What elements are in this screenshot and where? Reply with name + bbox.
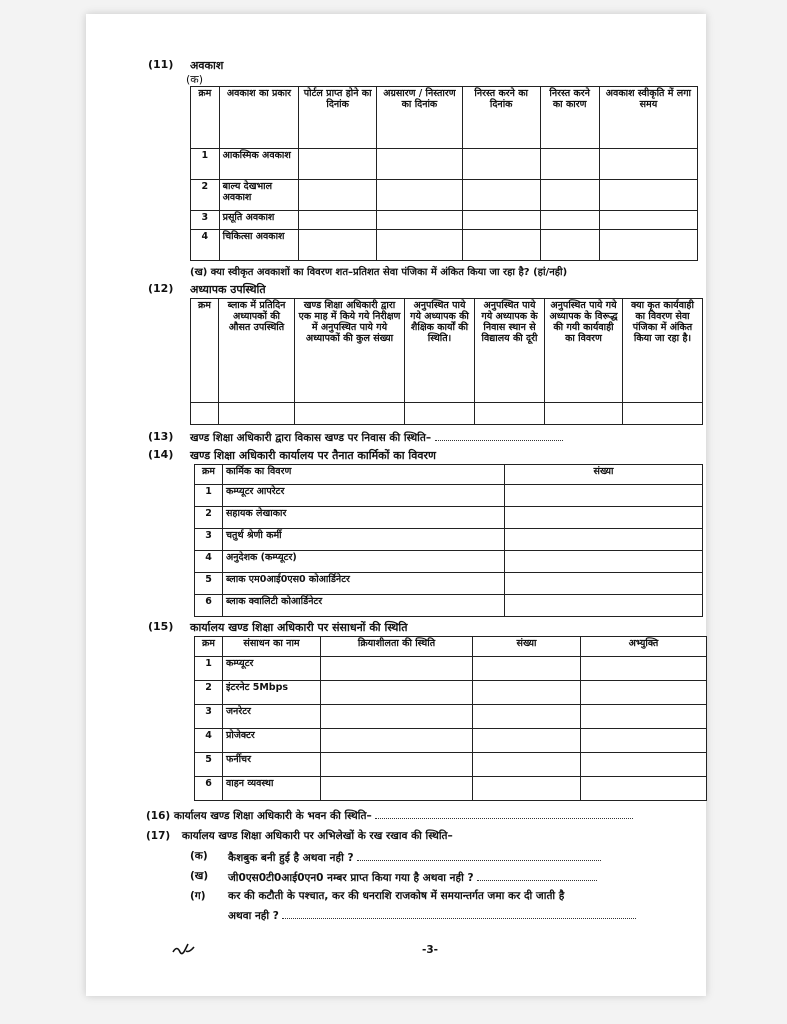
empty-cell[interactable] [191,403,219,425]
row-number: 6 [195,777,223,801]
resources-col-header: संसाधन का नाम [223,637,321,657]
leave-col-header: क्रम [191,87,220,149]
attendance-col-header: अनुपस्थित पाये गये अध्यापक की शैक्षिक कार्यों की स्थिति। [405,299,475,403]
item-ga-text-2: अथवा नही ? [228,910,279,922]
empty-cell[interactable] [299,149,377,180]
section-11-title: अवकाश [190,59,224,72]
empty-cell[interactable] [540,230,599,261]
staff-name: ब्लाक क्वालिटी कोआर्डिनेटर [223,595,505,617]
teacher-attendance-table [190,298,703,425]
empty-cell[interactable] [581,657,707,681]
row-number: 4 [195,551,223,573]
empty-cell[interactable] [505,507,703,529]
table-row [195,753,707,777]
empty-cell[interactable] [377,230,463,261]
empty-cell[interactable] [462,230,540,261]
empty-cell[interactable] [581,753,707,777]
item-ga-cont [228,908,636,923]
leave-col-header: पोर्टल प्राप्त होने का दिनांक [299,87,377,149]
table-row [191,403,703,425]
item-ga-mark: (ग) [190,890,206,902]
empty-cell[interactable] [473,753,581,777]
resources-col-header: अभ्युक्ति [581,637,707,657]
leave-type: प्रसूति अवकाश [219,211,299,230]
answer-line[interactable] [357,850,601,861]
empty-cell[interactable] [462,149,540,180]
empty-cell[interactable] [505,595,703,617]
empty-cell[interactable] [299,230,377,261]
empty-cell[interactable] [299,180,377,211]
empty-cell[interactable] [405,403,475,425]
staff-col-header: संख्या [505,465,703,485]
row-number: 1 [195,485,223,507]
attendance-col-header: ब्लाक में प्रतिदिन अध्यापकों की औसत उपस्थिति [219,299,295,403]
leave-col-header: अवकाश का प्रकार [219,87,299,149]
empty-cell[interactable] [505,551,703,573]
item-ka [228,850,601,865]
answer-line[interactable] [477,870,597,881]
empty-cell[interactable] [462,180,540,211]
row-number: 2 [195,507,223,529]
empty-cell[interactable] [599,230,697,261]
section-11-sub-a: (क) [186,73,204,86]
section-11-number: (11) [148,58,174,71]
empty-cell[interactable] [473,777,581,801]
table-row [191,180,698,211]
section-17-number: (17) [146,830,171,842]
table-row [195,681,707,705]
resource-name: वाहन व्यवस्था [223,777,321,801]
empty-cell[interactable] [295,403,405,425]
section-16-number: (16) [146,810,171,822]
table-row [195,595,703,617]
answer-line[interactable] [375,808,633,819]
row-number: 2 [191,180,220,211]
table-row [195,729,707,753]
leave-table [190,86,698,261]
staff-name: अनुदेशक (कम्प्यूटर) [223,551,505,573]
table-row [195,777,707,801]
resource-name: प्रोजेक्टर [223,729,321,753]
empty-cell[interactable] [321,705,473,729]
empty-cell[interactable] [540,211,599,230]
empty-cell[interactable] [581,705,707,729]
leave-col-header: निरस्त करने का कारण [540,87,599,149]
staff-name: सहायक लेखाकार [223,507,505,529]
table-row [195,551,703,573]
item-kha-mark: (ख) [190,870,209,882]
section-17-row [146,830,453,843]
item-ka-mark: (क) [190,850,208,862]
resource-name: जनरेटर [223,705,321,729]
resource-name: इंटरनेट 5Mbps [223,681,321,705]
section-16-label: कार्यालय खण्ड शिक्षा अधिकारी के भवन की स्थिति– [173,810,372,822]
resources-col-header: क्रम [195,637,223,657]
table-row [191,211,698,230]
empty-cell[interactable] [473,657,581,681]
item-ka-text: कैशबुक बनी हुई है अथवा नही ? [228,852,354,864]
empty-cell[interactable] [321,729,473,753]
leave-type: बाल्य देखभाल अवकाश [219,180,299,211]
section-12-title: अध्यापक उपस्थिति [190,283,266,296]
attendance-col-header: अनुपस्थित पाये गये अध्यापक के निवास स्थान से विद्यालय की दूरी [475,299,545,403]
empty-cell[interactable] [473,729,581,753]
section-14-number: (14) [148,448,174,461]
item-kha [228,870,597,885]
item-kha-text: जी0एस0टी0आई0एन0 नम्बर प्राप्त किया गया है अथवा नही ? [228,872,474,884]
row-number: 6 [195,595,223,617]
empty-cell[interactable] [505,485,703,507]
row-number: 5 [195,573,223,595]
resource-name: कम्प्यूटर [223,657,321,681]
empty-cell[interactable] [623,403,703,425]
row-number: 5 [195,753,223,777]
row-number: 3 [195,705,223,729]
empty-cell[interactable] [581,777,707,801]
empty-cell[interactable] [377,149,463,180]
empty-cell[interactable] [599,149,697,180]
empty-cell[interactable] [377,211,463,230]
empty-cell[interactable] [219,403,295,425]
resources-col-header: संख्या [473,637,581,657]
table-row [195,657,707,681]
resource-name: फर्नीचर [223,753,321,777]
empty-cell[interactable] [599,180,697,211]
leave-type: चिकित्सा अवकाश [219,230,299,261]
empty-cell[interactable] [505,573,703,595]
attendance-col-header: खण्ड शिक्षा अधिकारी द्वारा एक माह में किये गये निरीक्षण में अनुपस्थित पाये गये अध्यापकों की कुल संख्या [295,299,405,403]
empty-cell[interactable] [599,211,697,230]
section-17-label: कार्यालय खण्ड शिक्षा अधिकारी पर अभिलेखों के रख रखाव की स्थिति– [181,830,453,842]
resources-col-header: क्रियाशीलता की स्थिति [321,637,473,657]
empty-cell[interactable] [540,180,599,211]
empty-cell[interactable] [581,681,707,705]
row-number: 3 [191,211,220,230]
empty-cell[interactable] [581,729,707,753]
empty-cell[interactable] [321,753,473,777]
section-13-text [190,430,563,445]
attendance-col-header: क्रम [191,299,219,403]
leave-col-header: अग्रसारण / निस्तारण का दिनांक [377,87,463,149]
section-15-title: कार्यालय खण्ड शिक्षा अधिकारी पर संसाधनों की स्थिति [190,621,408,634]
empty-cell[interactable] [321,777,473,801]
empty-cell[interactable] [299,211,377,230]
empty-cell[interactable] [462,211,540,230]
section-11-question-kha: (ख) क्या स्वीकृत अवकाशों का विवरण शत–प्रतिशत सेवा पंजिका में अंकित किया जा रहा है? (हां/नही) [190,267,568,278]
row-number: 2 [195,681,223,705]
leave-col-header: निरस्त करने का दिनांक [462,87,540,149]
section-13-number: (13) [148,430,174,443]
empty-cell[interactable] [377,180,463,211]
table-row [195,485,703,507]
item-ga-text: कर की कटौती के पश्चात, कर की धनराशि राजकोष में समयान्तर्गत जमा कर दी जाती है [228,890,565,902]
attendance-col-header: क्या कृत कार्यवाही का विवरण सेवा पंजिका में अंकित किया जा रहा है। [623,299,703,403]
handwritten-initials-icon [170,940,198,958]
empty-cell[interactable] [475,403,545,425]
staff-name: चतुर्थ श्रेणी कर्मी [223,529,505,551]
section-16-row [146,808,633,823]
row-number: 1 [195,657,223,681]
staff-col-header: क्रम [195,465,223,485]
empty-cell[interactable] [321,657,473,681]
section-12-number: (12) [148,282,174,295]
table-row [195,507,703,529]
answer-line[interactable] [282,908,636,919]
staff-name: कम्प्यूटर आपरेटर [223,485,505,507]
row-number: 4 [195,729,223,753]
answer-line[interactable] [435,430,563,441]
table-row [195,705,707,729]
staff-table [194,464,703,617]
empty-cell[interactable] [473,681,581,705]
table-row [195,573,703,595]
empty-cell[interactable] [505,529,703,551]
attendance-col-header: अनुपस्थित पाये गये अध्यापक के विरूद्ध की गयी कार्यवाही का विवरण [545,299,623,403]
resources-table [194,636,707,801]
leave-type: आकस्मिक अवकाश [219,149,299,180]
table-row [191,230,698,261]
section-15-number: (15) [148,620,174,633]
row-number: 4 [191,230,220,261]
staff-name: ब्लाक एम0आई0एस0 कोआर्डिनेटर [223,573,505,595]
row-number: 1 [191,149,220,180]
empty-cell[interactable] [473,705,581,729]
page-number: -3- [422,944,439,956]
empty-cell[interactable] [540,149,599,180]
table-row [191,149,698,180]
document-page [86,14,706,996]
leave-col-header: अवकाश स्वीकृति में लगा समय [599,87,697,149]
table-row [195,529,703,551]
row-number: 3 [195,529,223,551]
empty-cell[interactable] [321,681,473,705]
section-14-title: खण्ड शिक्षा अधिकारी कार्यालय पर तैनात कार्मिकों का विवरण [190,449,436,462]
section-13-label: खण्ड शिक्षा अधिकारी द्वारा विकास खण्ड पर निवास की स्थिति– [190,432,432,444]
staff-col-header: कार्मिक का विवरण [223,465,505,485]
empty-cell[interactable] [545,403,623,425]
